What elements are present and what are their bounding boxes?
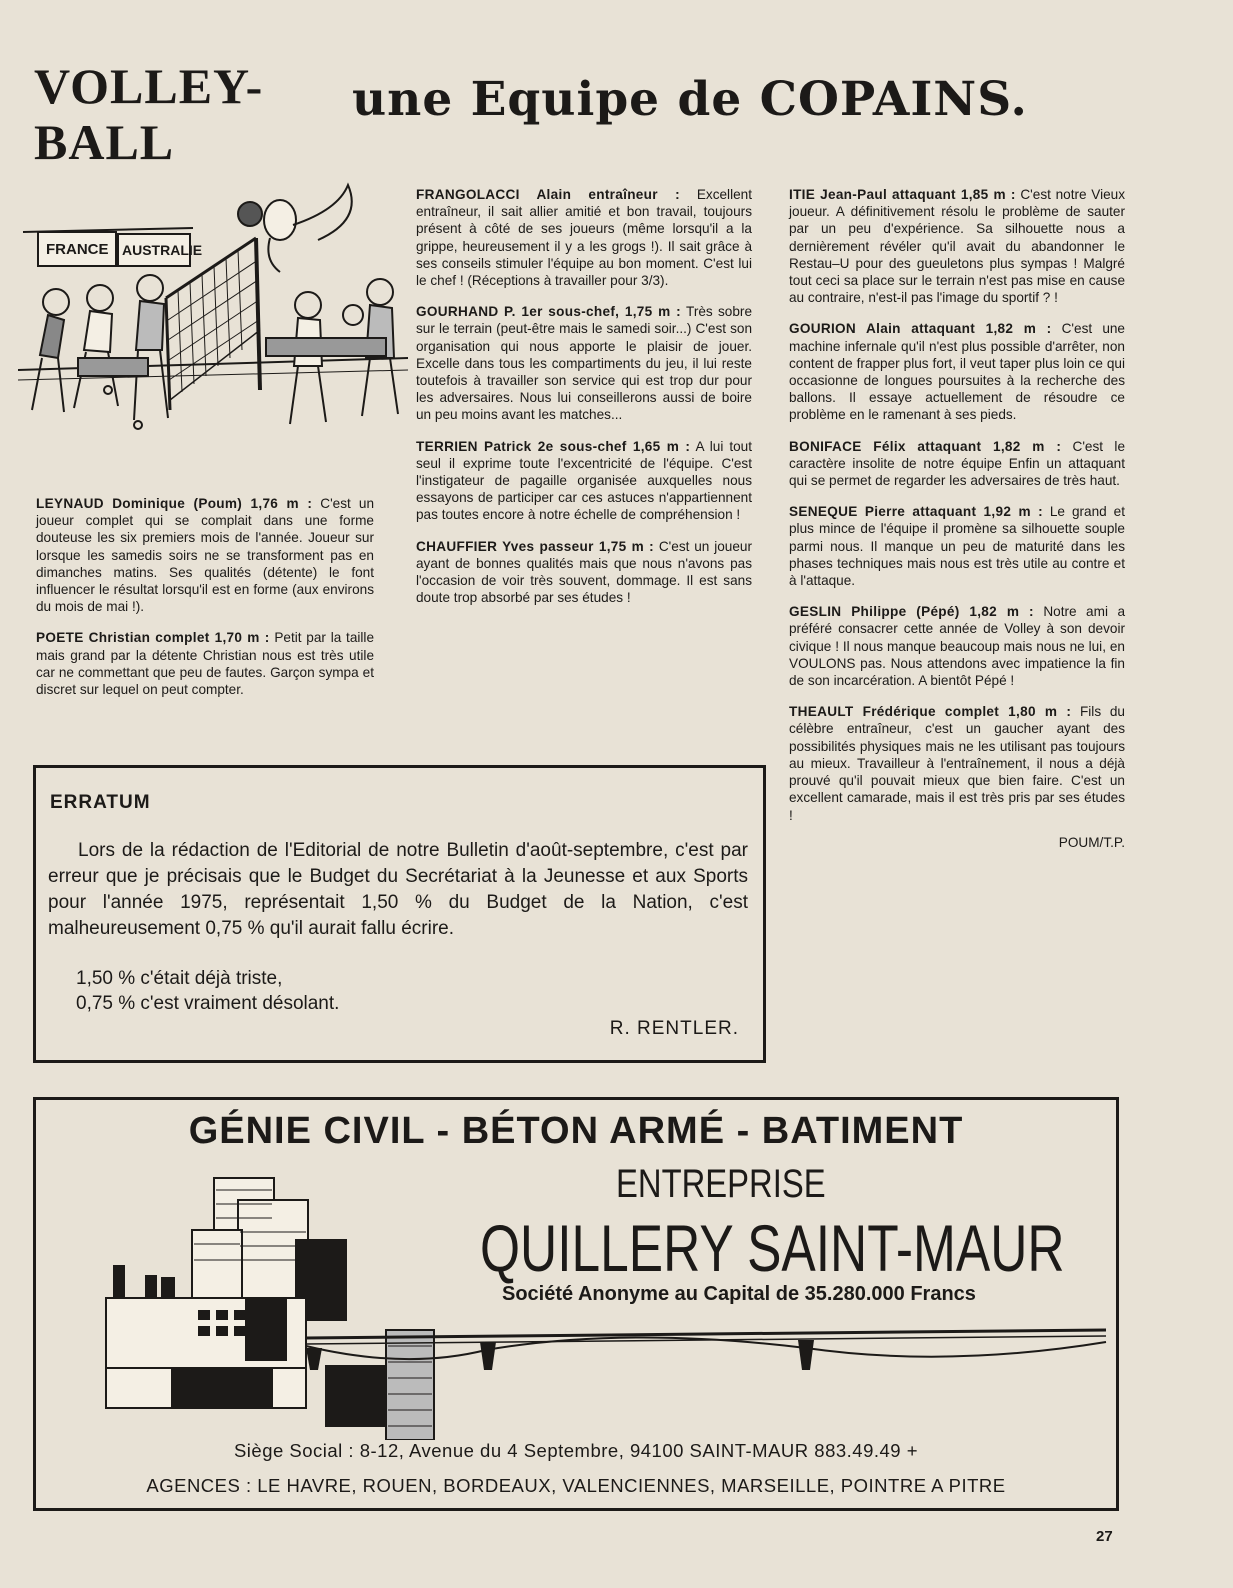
player-name: FRANGOLACCI Alain entraîneur : <box>416 187 680 202</box>
player-description: C'est le caractère insolite de notre équipe Enfin un attaquant qui se permet de regarder les adversaires de très haut. <box>789 438 1125 489</box>
erratum-heading: ERRATUM <box>50 792 151 813</box>
player-description: C'est notre Vieux joueur. A définitivement résolu le problème de sauter par un peu d'expérience. Sa silhouette nous a dernièrement révéler qu'il avait du abandonner le Restau–U pour des gueuletons plus sympas ! Malgré tout ceci sa place sur le terrain n'est pas mise en cause au contraire, n'est-il pas l'image du sportif ? ! <box>789 187 1126 306</box>
player-description: Fils du célèbre entraîneur, c'est un gaucher ayant des possibilités physiques mais ne les utilisant pas toujours au mieux. Travailleur à l'entraînement, il nous a déjà prouvé qu'il pouvait mieux que bien faire. C'est un excellent camarade, mais il est très pris par ses études ! <box>789 704 1125 823</box>
player-entry <box>36 495 374 615</box>
column-1 <box>36 495 374 712</box>
erratum-box <box>33 765 766 1063</box>
player-description: C'est une machine infernale qu'il n'est plus possible d'arrêter, non content de frapper plus fort, il veut taper plus loin ce qui occasionne de longues poursuites à la recherche des ballons. Il essaye actuellement de résoudre ce problème en le ramenant à ses pieds. <box>789 321 1125 423</box>
player-name: BONIFACE Félix attaquant 1,82 m : <box>789 438 1062 454</box>
player-description: C'est un joueur ayant de bonnes qualités mais que nous n'avons pas l'occasion de voir très souvent, dommage. Il est sans doute trop absorbé par ses études ! <box>416 538 752 606</box>
player-entry <box>416 538 752 607</box>
title-line-1: VOLLEY- <box>34 58 264 114</box>
player-description: Le grand et plus mince de l'équipe il promène sa silhouette souple parmi nous. Il manque un peu de maturité dans les phases techniques mais nous est très utile au contre et à l'attaque. <box>789 504 1126 589</box>
title-line-2: BALL <box>34 114 175 170</box>
page-number: 27 <box>1096 1528 1113 1545</box>
player-name: ITIE Jean-Paul attaquant 1,85 m : <box>789 187 1016 202</box>
player-description: Excellent entraîneur, il sait allier amitié et bon travail, toujours présent à côté de ses joueurs (même lorsqu'il a la grippe, heureusement il y a les grogs !). Il sait grâce à ses conseils stimuler l'équipe au bon moment. C'est lui le chef ! (Réceptions à travailler pour 3/3). <box>416 187 752 289</box>
erratum-body <box>48 838 748 942</box>
player-description: A lui tout seul il exprime toute l'excentricité de l'équipe. C'est l'instigateur de pagaille organisée auxquelles nous essayons de participer car ces astuces n'appartiennent pas toutes encore à notre échelle de compréhension ! <box>416 438 752 523</box>
player-name: GOURHAND P. 1er sous-chef, 1,75 m : <box>416 304 681 320</box>
player-name: GESLIN Philippe (Pépé) 1,82 m : <box>789 604 1034 620</box>
building-skyline-logo <box>66 1170 1116 1440</box>
player-description: C'est un joueur complet qui se complait dans une forme douteuse les six premiers mois de l'année. Joueur sur lorsque les samedis soirs ne se transforment pas en dimanches matins. Ses qualités (détente) le font influencer le résultat lorsqu'il est en forme (aux environs du mois de mai !). <box>36 496 375 615</box>
player-entry <box>789 438 1125 490</box>
player-entry <box>416 303 752 423</box>
player-entry <box>416 186 752 289</box>
ad-head-office: Siège Social : 8-12, Avenue du 4 Septembre, 94100 SAINT-MAUR 883.49.49 + <box>233 1440 919 1461</box>
erratum-paragraph: Lors de la rédaction de l'Editorial de notre Bulletin d'août-septembre, c'est par erreur que je précisais que le Budget du Secrétariat à la Jeunesse et aux Sports pour l'année 1975, représentait 1,50 % du Budget de la Nation, c'est malheureusement 0,75 % qu'il aurait fallu écrire. <box>48 840 748 939</box>
player-entry <box>789 186 1125 306</box>
erratum-line-2: 0,75 % c'est vraiment désolant. <box>76 993 340 1014</box>
player-entry <box>36 629 374 698</box>
article-title <box>34 58 263 170</box>
player-description: Très sobre sur le terrain (peut-être mais le samedi soir...) C'est son organisation qui nous apporte le plaisir de jouer. Excelle dans tous les compartiments du jeu, il lui reste toutefois à travailler son service qui est trop dur pour les adversaires. Nous lui conseillerons aussi de boire un peu moins avant les matches... <box>416 304 753 423</box>
player-name: SENEQUE Pierre attaquant 1,92 m : <box>789 504 1043 520</box>
player-name: LEYNAUD Dominique (Poum) 1,76 m : <box>36 496 313 511</box>
player-name: TERRIEN Patrick 2e sous-chef 1,65 m : <box>416 438 691 454</box>
player-name: GOURION Alain attaquant 1,82 m : <box>789 321 1052 337</box>
advertisement-box <box>33 1097 1119 1511</box>
erratum-closing <box>76 966 339 1016</box>
player-entry <box>789 703 1125 823</box>
player-description: Petit par la taille mais grand par la détente Christian nous est très utile car ne commettant que peu de fautes. Garçon sympa et discret sur lequel on peut compter. <box>36 630 375 698</box>
volleyball-cartoon-illustration <box>18 180 408 442</box>
ad-company-name: QUILLERY SAINT-MAUR <box>480 1211 1065 1285</box>
sign-france: FRANCE <box>46 241 109 258</box>
erratum-signature: R. RENTLER. <box>609 1018 739 1039</box>
player-entry <box>789 503 1125 589</box>
column-3 <box>789 186 1125 865</box>
ad-entreprise-label: ENTREPRISE <box>616 1162 826 1206</box>
column-signature: POUM/T.P. <box>1058 834 1125 850</box>
ad-capital-line: Société Anonyme au Capital de 35.280.000 Francs <box>502 1283 976 1305</box>
player-name: POETE Christian complet 1,70 m : <box>36 630 270 646</box>
player-name: THEAULT Frédérique complet 1,80 m : <box>789 704 1072 720</box>
player-entry <box>789 603 1125 689</box>
column-2 <box>416 186 752 620</box>
erratum-line-1: 1,50 % c'était déjà triste, <box>76 968 283 989</box>
sign-australie: AUSTRALIE <box>122 242 203 258</box>
player-entry <box>789 320 1125 423</box>
player-description: Notre ami a préféré consacrer cette année de Volley à son devoir civique ! Il nous manque beaucoup mais nous ne lui, en VOULONS pas. Nous attendons avec impatience la fin de son incarcération. A bientôt Pépé ! <box>789 604 1126 689</box>
player-name: CHAUFFIER Yves passeur 1,75 m : <box>416 538 655 554</box>
ad-headline: GÉNIE CIVIL - BÉTON ARMÉ - BATIMENT <box>188 1110 964 1152</box>
player-entry <box>416 438 752 524</box>
article-subtitle: une Equipe de COPAINS. <box>352 72 1028 127</box>
ad-agencies: AGENCES : LE HAVRE, ROUEN, BORDEAUX, VALENCIENNES, MARSEILLE, POINTRE A PITRE <box>146 1475 1006 1496</box>
